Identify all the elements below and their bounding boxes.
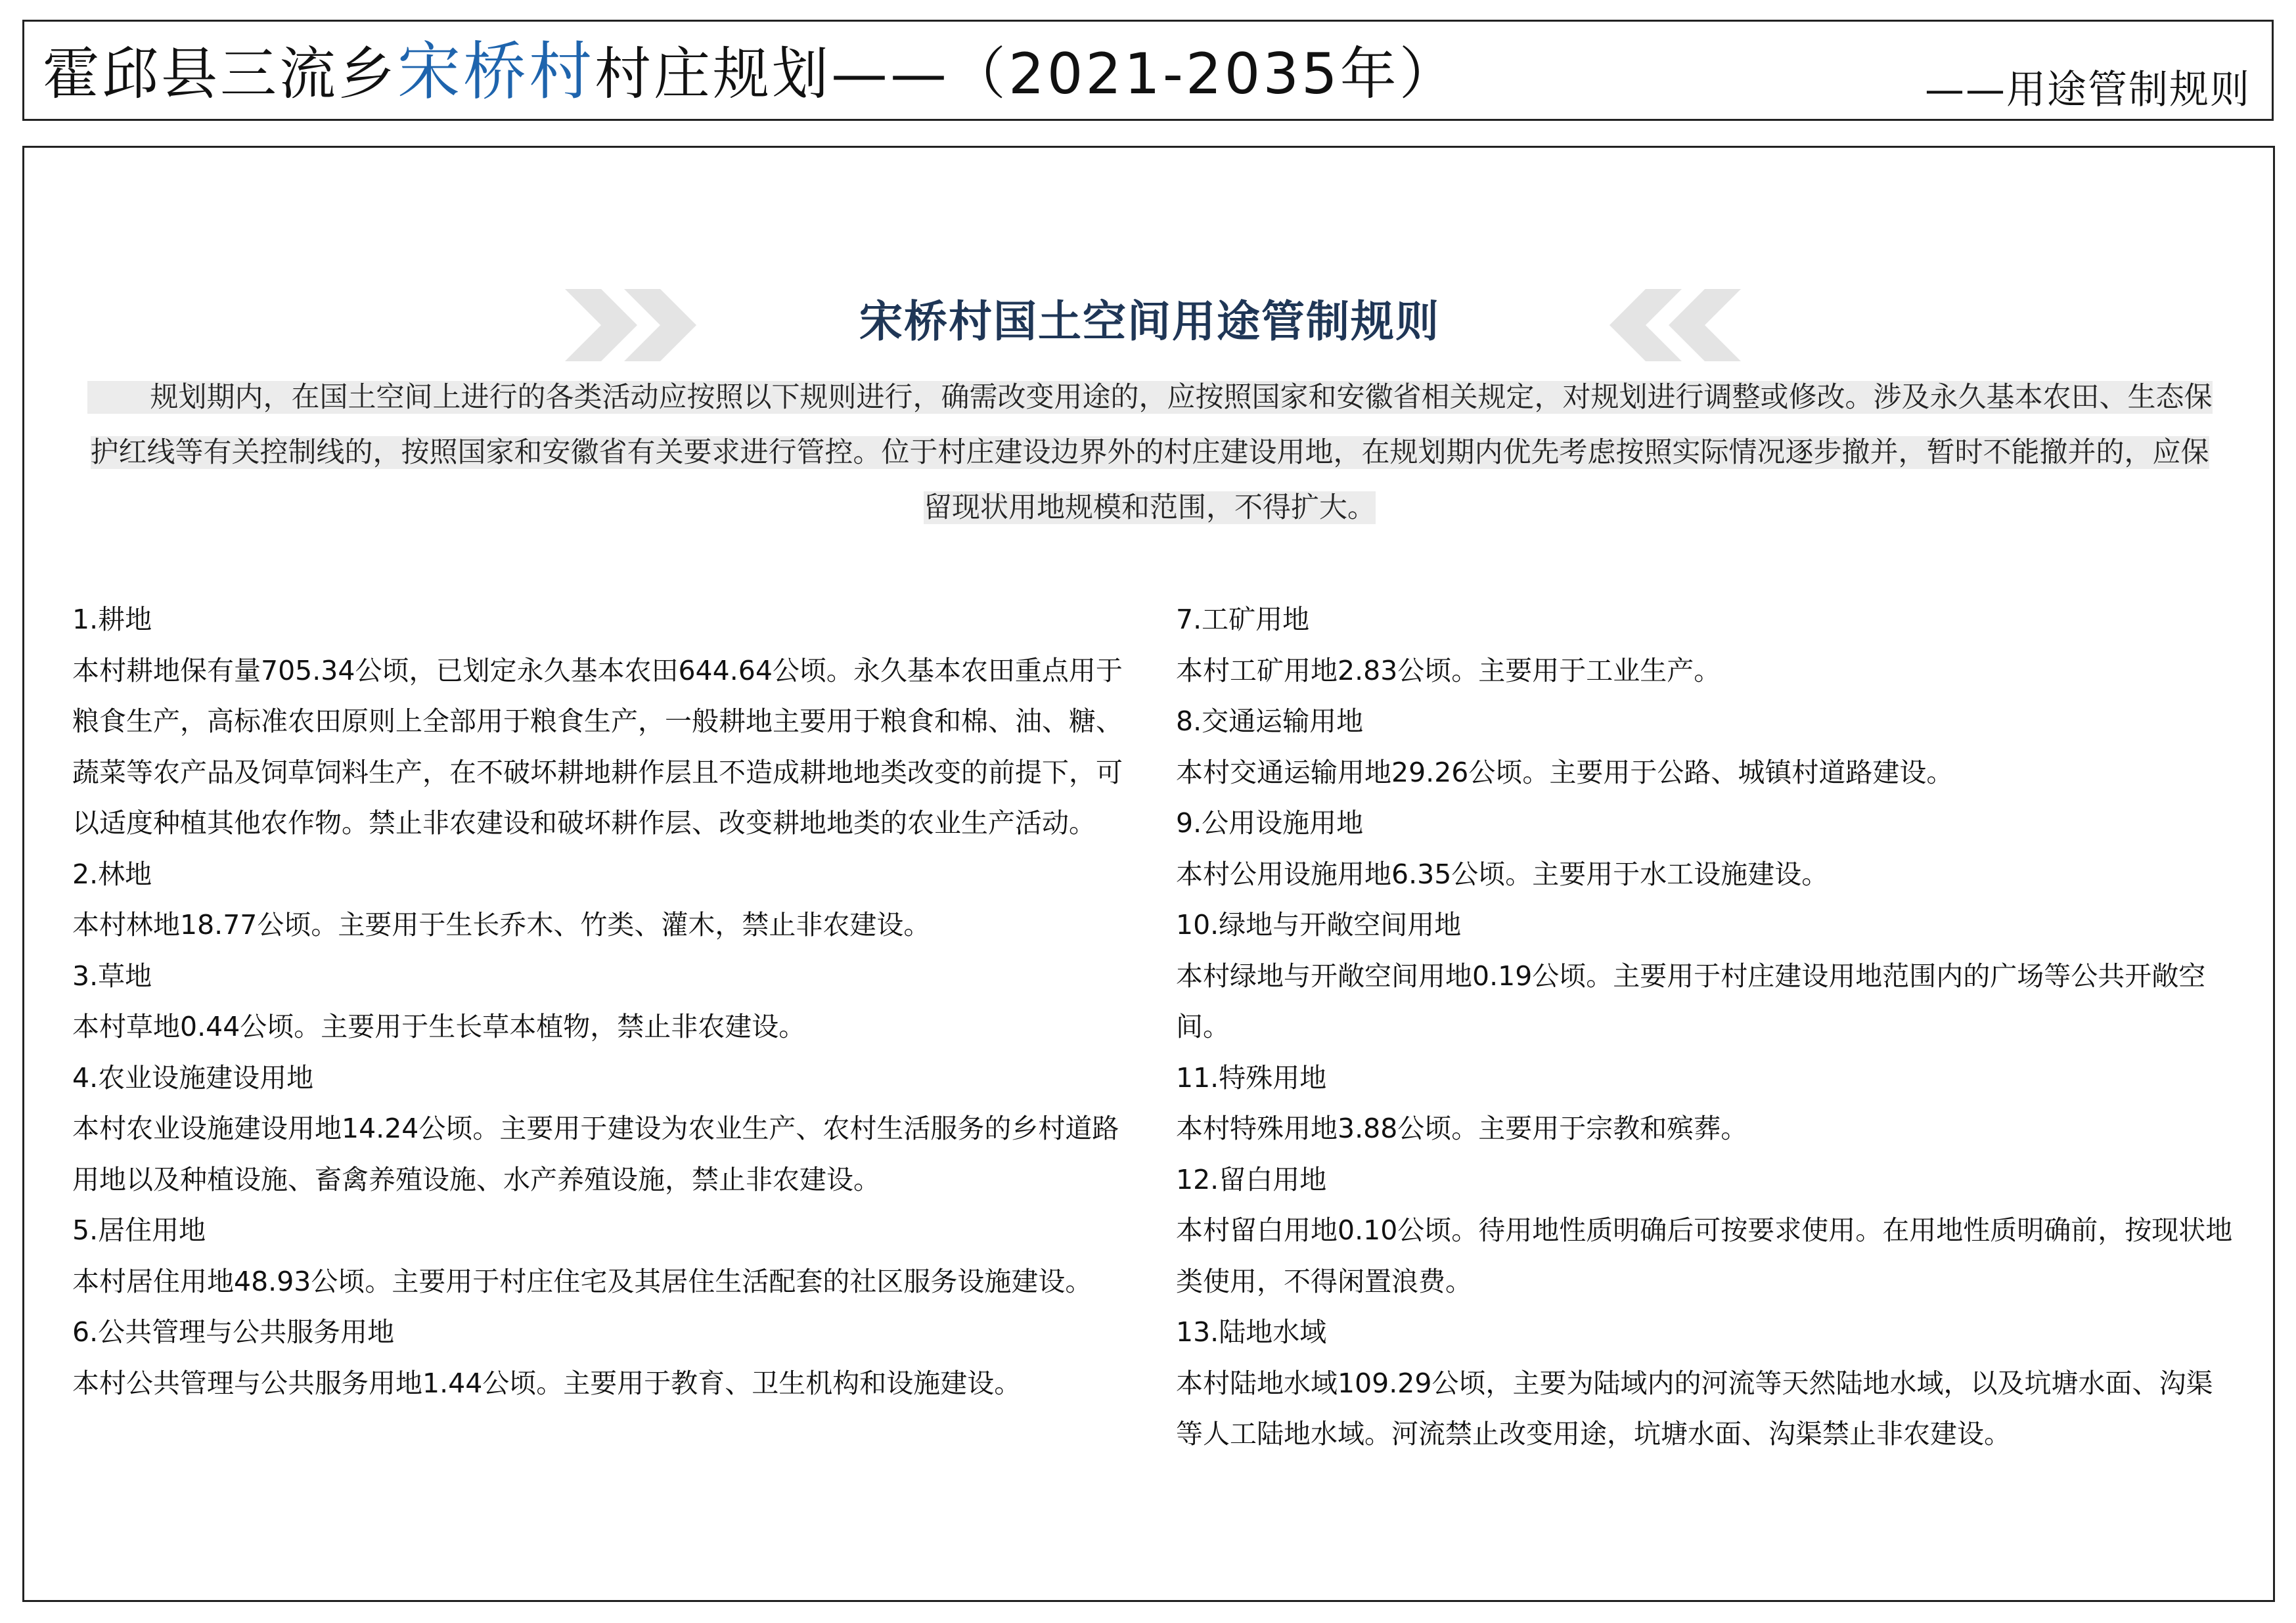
rule-item <box>1176 1053 2234 1155</box>
rule-body: 本村留白用地0.10公顷。待用地性质明确后可按要求使用。在用地性质明确前，按现状地类使用，不得闲置浪费。 <box>1176 1214 2233 1297</box>
rule-item <box>1176 798 2234 900</box>
rule-heading: 10.绿地与开敞空间用地 <box>1176 909 1462 941</box>
double-chevron-left-icon <box>1590 289 1741 361</box>
rule-heading: 13.陆地水域 <box>1176 1316 1327 1348</box>
rule-heading: 6.公共管理与公共服务用地 <box>72 1316 395 1348</box>
rules-column-right <box>1176 594 2234 1460</box>
rule-item <box>72 594 1137 849</box>
rule-heading: 2.林地 <box>72 858 152 890</box>
rule-item <box>72 849 1137 951</box>
section-title: 宋桥村国土空间用途管制规则 <box>859 296 1440 347</box>
rule-body: 本村公共管理与公共服务用地1.44公顷。主要用于教育、卫生机构和设施建设。 <box>72 1367 1022 1399</box>
rule-body: 本村居住用地48.93公顷。主要用于村庄住宅及其居住生活配套的社区服务设施建设。 <box>72 1265 1092 1297</box>
rule-body: 本村绿地与开敞空间用地0.19公顷。主要用于村庄建设用地范围内的广场等公共开敞空间。 <box>1176 960 2206 1042</box>
rule-body: 本村特殊用地3.88公顷。主要用于宗教和殡葬。 <box>1176 1113 1748 1144</box>
title-prefix: 霍邱县三流乡 <box>43 41 397 107</box>
rule-body: 本村林地18.77公顷。主要用于生长乔木、竹类、灌木，禁止非农建设。 <box>72 909 931 941</box>
rule-body: 本村公用设施用地6.35公顷。主要用于水工设施建设。 <box>1176 858 1829 890</box>
rule-heading: 3.草地 <box>72 960 152 992</box>
rule-heading: 9.公用设施用地 <box>1176 807 1364 839</box>
double-chevron-right-icon <box>565 289 716 361</box>
rule-item <box>72 1205 1137 1307</box>
rule-body: 本村草地0.44公顷。主要用于生长草本植物，禁止非农建设。 <box>72 1011 806 1042</box>
rule-body: 本村农业设施建设用地14.24公顷。主要用于建设为农业生产、农村生活服务的乡村道路用地以及种植设施、畜禽养殖设施、水产养殖设施，禁止非农建设。 <box>72 1113 1119 1195</box>
rule-heading: 4.农业设施建设用地 <box>72 1061 314 1094</box>
rule-body: 本村交通运输用地29.26公顷。主要用于公路、城镇村道路建设。 <box>1176 756 1954 788</box>
rule-item <box>72 1053 1137 1206</box>
intro-text: 规划期内，在国土空间上进行的各类活动应按照以下规则进行，确需改变用途的，应按照国家和安徽省相关规定，对规划进行调整或修改。涉及永久基本农田、生态保护红线等有关控制线的，按照国家和安徽省有关要求进行管控。位于村庄建设边界外的村庄建设用地，在规划期内优先考虑按照实际情况逐步撤并，暂时不能撤并的，应保留现状用地规模和范围，不得扩大。 <box>90 381 2213 524</box>
rule-item <box>1176 900 2234 1053</box>
rule-heading: 12.留白用地 <box>1176 1163 1327 1195</box>
rule-heading: 7.工矿用地 <box>1176 604 1310 635</box>
rule-item <box>1176 594 2234 696</box>
rule-heading: 5.居住用地 <box>72 1214 206 1246</box>
rule-item <box>72 1307 1137 1409</box>
rule-item <box>72 951 1137 1053</box>
title-suffix: 村庄规划——（2021-2035年） <box>595 41 1458 107</box>
rule-item <box>1176 1155 2234 1308</box>
rule-item <box>1176 696 2234 798</box>
rule-heading: 1.耕地 <box>72 604 152 635</box>
rule-heading: 11.特殊用地 <box>1176 1061 1327 1094</box>
plan-title <box>43 32 1458 111</box>
header-banner <box>22 20 2274 121</box>
intro-paragraph <box>85 370 2214 535</box>
rules-column-left <box>72 594 1137 1409</box>
rule-body: 本村陆地水域109.29公顷，主要为陆域内的河流等天然陆地水域，以及坑塘水面、沟渠等人工陆地水域。河流禁止改变用途，坑塘水面、沟渠禁止非农建设。 <box>1176 1367 2213 1450</box>
rule-item <box>1176 1307 2234 1460</box>
rule-heading: 8.交通运输用地 <box>1176 705 1364 737</box>
page-subtitle: ——用途管制规则 <box>1925 67 2251 113</box>
rule-body: 本村耕地保有量705.34公顷，已划定永久基本农田644.64公顷。永久基本农田重点用于粮食生产，高标准农田原则上全部用于粮食生产，一般耕地主要用于粮食和棉、油、糖、蔬菜等农产品及饲草饲料生产，在不破坏耕地耕作层且不造成耕地地类改变的前提下，可以适度种植其他农作物。禁止非农建设和破坏耕作层、改变耕地地类的农业生产活动。 <box>72 654 1123 839</box>
village-name: 宋桥村 <box>397 35 595 108</box>
rule-body: 本村工矿用地2.83公顷。主要用于工业生产。 <box>1176 654 1721 686</box>
